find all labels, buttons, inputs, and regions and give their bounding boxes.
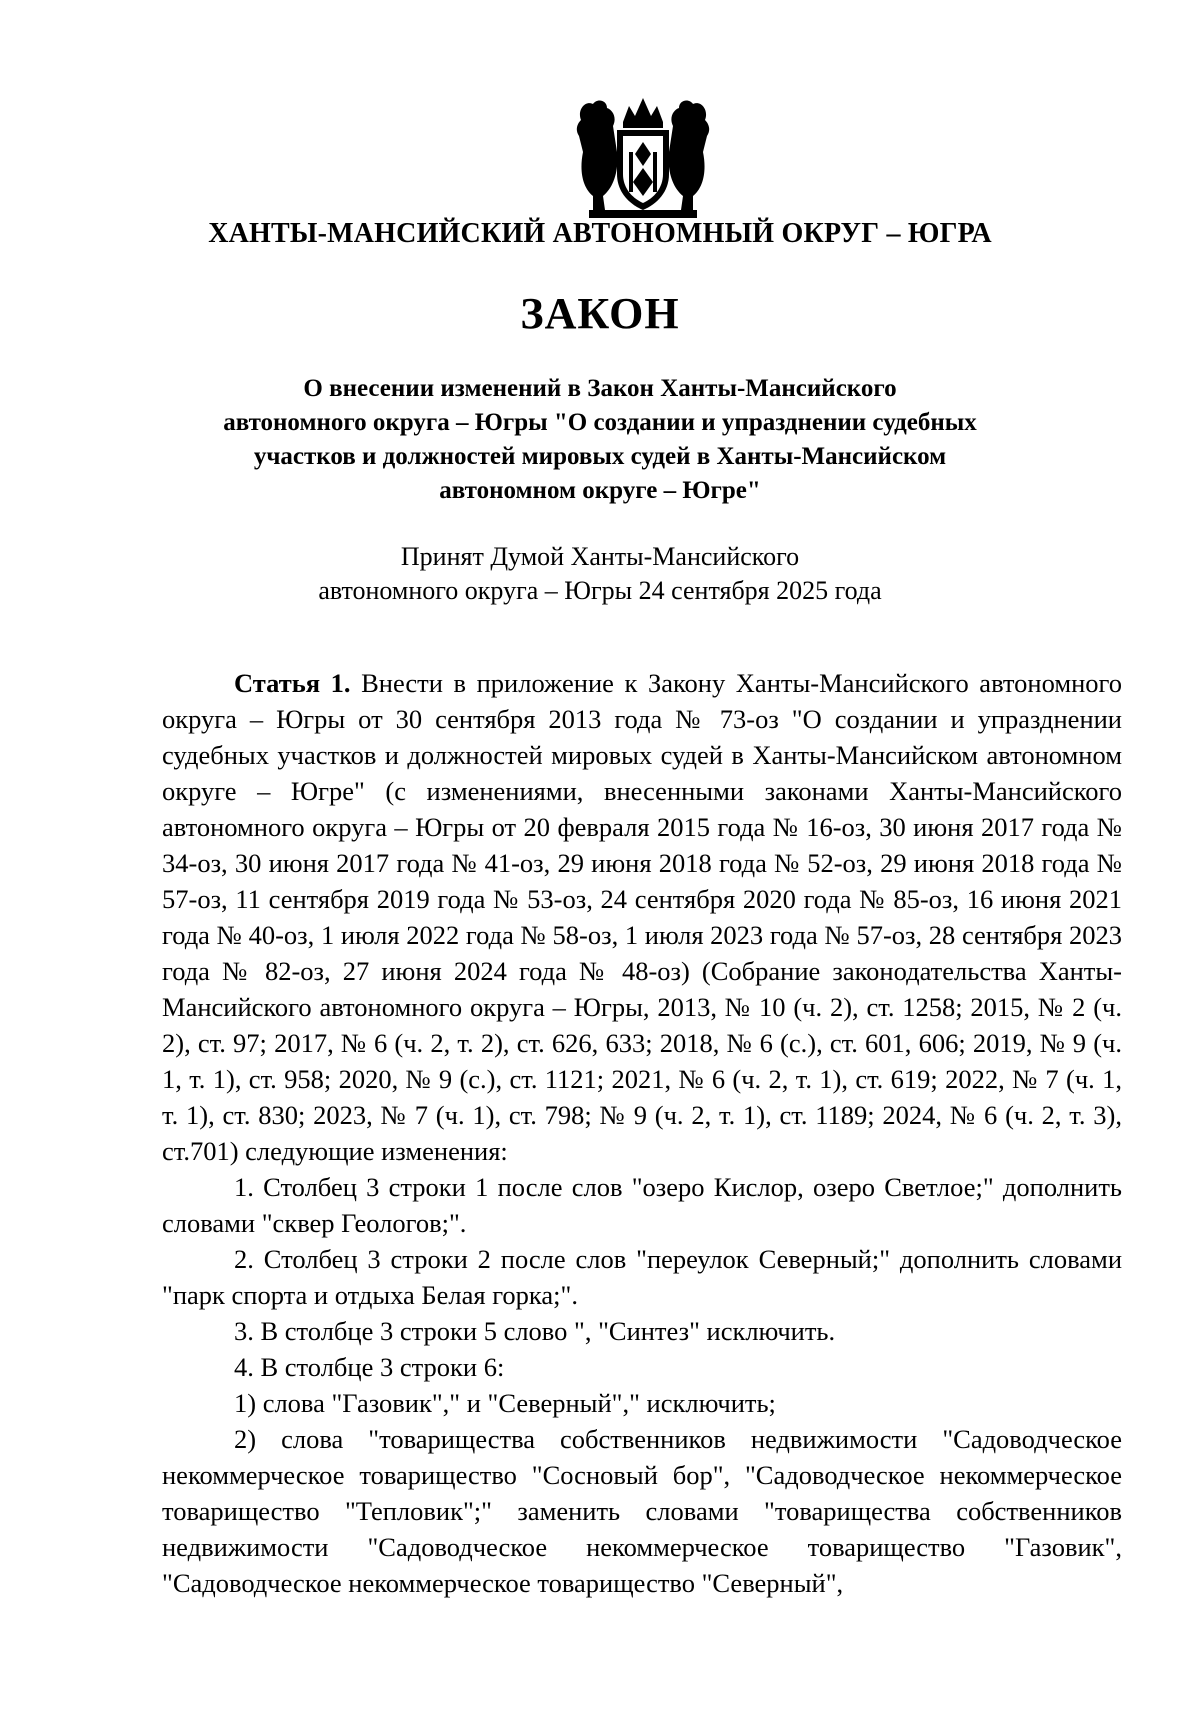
law-title-line: автономном округе – Югре" [439, 477, 761, 504]
law-title-line: участков и должностей мировых судей в Ханты-Мансийском [253, 443, 947, 470]
law-title-line: О внесении изменений в Закон Ханты-Мансийского [303, 375, 897, 402]
amendment-item: 3. В столбце 3 строки 5 слово ", "Синтез" исключить. [234, 1316, 836, 1346]
article-paragraph [162, 665, 1122, 1169]
adoption-note [150, 540, 1050, 608]
amendment-item: 2. Столбец 3 строки 2 после слов "переулок Северный;" дополнить словами "парк спорта и отдыха Белая горка;". [162, 1244, 1122, 1310]
article-label: Статья 1. [234, 668, 351, 698]
adoption-line: Принят Думой Ханты-Мансийского [400, 542, 800, 571]
adoption-line: автономного округа – Югры 24 сентября 2025 года [318, 576, 882, 605]
amendment-item: 4. В столбце 3 строки 6: [234, 1352, 505, 1382]
law-title-line: автономного округа – Югры "О создании и упразднении судебных [223, 409, 977, 436]
document-type-heading: ЗАКОН [520, 289, 680, 338]
article-intro: Внести в приложение к Закону Ханты-Мансийского автономного округа – Югры от 30 сентября 2013 года № 73-оз "О создании и упразднении судебных участков и должностей мировых судей в Ханты-Мансийском автономном округе – Югре" (с изменениями, внесенными законами Ханты-Мансийского автономного округа – Югры от 20 февраля 2015 года № 16-оз, 30 июня 2017 года № 34-оз, 30 июня 2017 года № 41-оз, 29 июня 2018 года № 52-оз, 29 июня 2018 года № 57-оз, 11 сентября 2019 года № 53-оз, 24 сентября 2020 года № 85-оз, 16 июня 2021 года № 40-оз, 1 июля 2022 года № 58-оз, 1 июля 2023 года № 57-оз, 28 сентября 2023 года № 82-оз, 27 июня 2024 года № 48-оз) (Собрание законодательства Ханты-Мансийского автономного округа – Югры, 2013, № 10 (ч. 2), ст. 1258; 2015, № 2 (ч. 2), ст. 97; 2017, № 6 (ч. 2, т. 2), ст. 626, 633; 2018, № 6 (с.), ст. 601, 606; 2019, № 9 (ч. 1, т. 1), ст. 958; 2020, № 9 (с.), ст. 1121; 2021, № 6 (ч. 2, т. 1), ст. 619; 2022, № 7 (ч. 1, т. 1), ст. 830; 2023, № 7 (ч. 1), ст. 798; № 9 (ч. 2, т. 1), ст. 1189; 2024, № 6 (ч. 2, т. 3), ст.701) следующие изменения: [162, 668, 1122, 1166]
region-heading: ХАНТЫ-МАНСИЙСКИЙ АВТОНОМНЫЙ ОКРУГ – ЮГРА [208, 218, 992, 249]
coat-of-arms-icon [573, 92, 713, 222]
amendment-subitem: 1) слова "Газовик"," и "Северный"," исключить; [234, 1388, 776, 1418]
amendment-subitem: 2) слова "товарищества собственников недвижимости "Садоводческое некоммерческое товарищество "Сосновый бор", "Садоводческое некоммерческое товарищество "Тепловик";" заменить словами "товарищества собственников недвижимости "Садоводческое некоммерческое товарищество "Газовик", "Садоводческое некоммерческое товарищество "Северный", [162, 1424, 1122, 1598]
amendment-item: 1. Столбец 3 строки 1 после слов "озеро Кислор, озеро Светлое;" дополнить словами "сквер Геологов;". [162, 1172, 1122, 1238]
law-title [150, 372, 1050, 508]
document-body [162, 665, 1122, 1601]
